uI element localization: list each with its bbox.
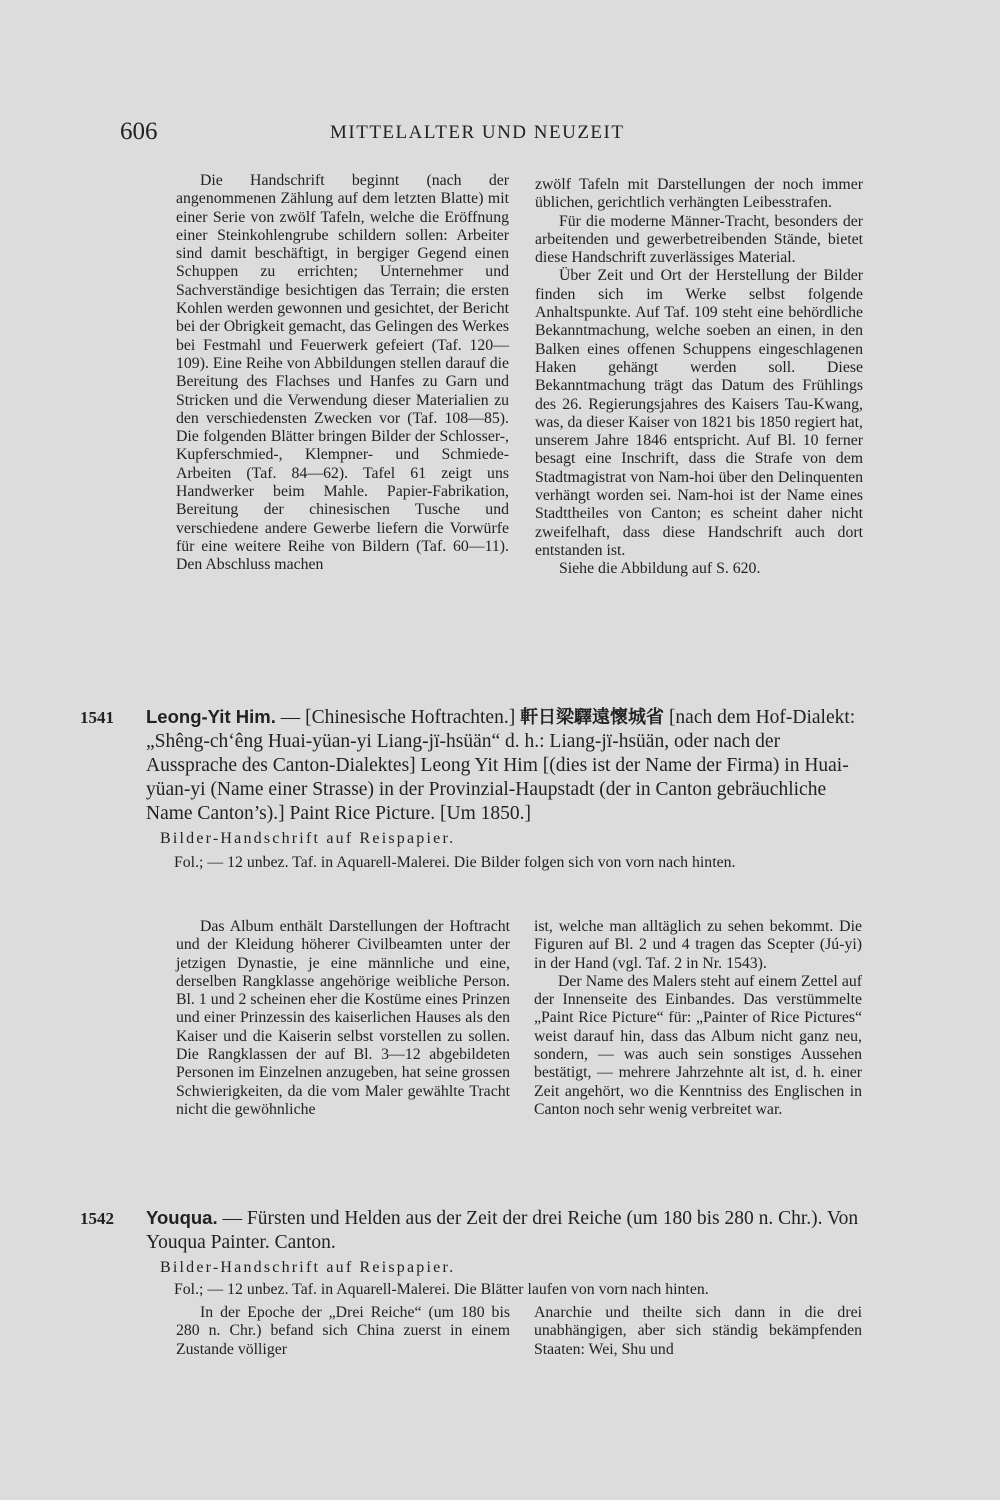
entry-physical-description: Fol.; — 12 unbez. Taf. in Aquarell-Malerei. Die Bilder folgen sich von vorn nach hinten. (174, 854, 736, 871)
entry-title: — [Chinesische Hoftrachten.] (275, 707, 521, 728)
entry-heading (80, 1206, 870, 1255)
catalog-entry-1542 (80, 1206, 870, 1299)
paragraph: Anarchie und theilte sich dann in die drei unabhängigen, aber sich ständig bekämpfenden Staaten: Wei, Shu und (534, 1304, 862, 1358)
entry-author: Youqua. (146, 1207, 218, 1228)
entry-author: Leong-Yit Him. (146, 706, 276, 727)
entry-number: 1541 (80, 708, 114, 727)
paragraph: Über Zeit und Ort der Herstellung der Bilder finden sich im Werke selbst folgende Anhaltspunkte. Auf Taf. 109 steht eine behördliche Bekanntmachung, welche soeben an einen, in den Balken eines offenen Schuppens eingeschlagenen Haken gehängt werden soll. Diese Bekanntmachung trägt das Datum des Frühlings des 26. Regierungsjahres des Kaisers Tau-Kwang, was, da dieser Kaiser von 1821 bis 1850 regiert hat, unserem Jahre 1846 entspricht. Auf Bl. 10 ferner besagt eine Inschrift, dass die Strafe von dem Stadtmagistrat von Nam-hoi über den Delinquenten verhängt worden sei. Nam-hoi ist der Name eines Stadttheiles von Canton; es scheint daher nicht zweifelhaft, dass diese Handschrift auch dort entstanden ist. (535, 267, 863, 559)
page-number: 606 (120, 118, 158, 145)
paragraph: Das Album enthält Darstellungen der Hoftracht und der Kleidung höherer Civilbeamten unter der jetzigen Dynastie, je eine männliche und eine, derselben Rangklasse angehörige weibliche Person. Bl. 1 und 2 scheinen eher die Kostüme eines Prinzen und einer Prinzessin des kaiserlichen Hauses als den Kaiser und die Kaiserin selbst vorstellen zu sollen. Die Rangklassen der auf Bl. 3—12 abgebildeten Personen im Einzelnen anzugeben, hat seine grossen Schwierigkeiten, da die vom Maler gewählte Tracht nicht die gewöhnliche (176, 918, 510, 1118)
paragraph: zwölf Tafeln mit Darstellungen der noch immer üblichen, gerichtlich verhängten Leibesstrafen. (535, 176, 863, 212)
entry-number: 1542 (80, 1209, 114, 1228)
entry-1542-left-column (176, 1304, 510, 1359)
entry-type: Bilder-Handschrift auf Reispapier. (160, 830, 456, 847)
paragraph: Der Name des Malers steht auf einem Zettel auf der Innenseite des Einbandes. Das verstümmelte „Paint Rice Picture“ für: „Painter of Rice Pictures“ weist darauf hin, dass das Album nicht ganz neu, sondern, — was auch sein sonstiges Aussehen bestätigt, — mehrere Jahrzehnte alt ist, d. h. einer Zeit angehört, wo die Kenntniss des Englischen in Canton noch sehr wenig verbreitet war. (534, 972, 862, 1118)
entry-heading (80, 705, 870, 826)
chinese-title: 軒日梁驛遠懷城省 (520, 707, 665, 728)
paragraph: In der Epoche der „Drei Reiche“ (um 180 bis 280 n. Chr.) befand sich China zuerst in einem Zustande völliger (176, 1304, 510, 1358)
entry-title: — Fürsten und Helden aus der Zeit der drei Reiche (um 180 bis 280 n. Chr.). Von Youqua Painter. Canton. (146, 1208, 859, 1253)
entry-1542-right-column (534, 1304, 862, 1359)
entry-title-continued: [nach dem Hof-Dialekt: „Shêng-ch‘êng Huai-yüan-yi Liang-jï-hsüän“ d. h.: Liang-jï-hsüän, oder nach der Aussprache des Canton-Dialektes] Leong Yit Him [(dies ist der Name der Firma) in Huai-yüan-yi (Name einer Strasse) in der Provinzial-Haupstadt (der in Canton gebräuchliche Name Canton’s).] Paint Rice Picture. [Um 1850.] (146, 707, 856, 824)
entry-1541-left-column (176, 918, 510, 1119)
entry-1541-right-column (534, 918, 862, 1119)
entry-type: Bilder-Handschrift auf Reispapier. (160, 1259, 456, 1276)
top-left-column (176, 172, 509, 575)
running-title: MITTELALTER UND NEUZEIT (330, 122, 625, 143)
top-right-column (535, 176, 863, 579)
paragraph: Die Handschrift beginnt (nach der angenommenen Zählung auf dem letzten Blatte) mit einer Serie von zwölf Tafeln, welche die Eröffnung einer Steinkohlengrube schildern sollen: Arbeiter sind damit beschäftigt, in bergiger Gegend einen Schuppen zu errichten; Unternehmer und Sachverständige besichtigen das Terrain; die ersten Kohlen werden gewonnen und gesichtet, der Bericht bei der Obrigkeit gemacht, das Gelingen des Werkes bei Festmahl und Feuerwerk gefeiert (Taf. 120—109). Eine Reihe von Abbildungen stellen darauf die Bereitung des Flachses und Hanfes zu Garn und Stricken und die Verwendung dieser Materialien zu den verschiedensten Zwecken vor (Taf. 108—85). Die folgenden Blätter bringen Bilder der Schlosser-, Kupferschmied-, Klempner- und Schmiede-Arbeiten (Taf. 84—62). Tafel 61 zeigt uns Handwerker beim Mahle. Papier-Fabrikation, Bereitung der chinesischen Tusche und verschiedene andere Gewerbe liefern die Vorwürfe für eine weitere Reihe von Bildern (Taf. 60—11). Den Abschluss machen (176, 172, 509, 574)
catalog-entry-1541 (80, 705, 870, 871)
paragraph: ist, welche man alltäglich zu sehen bekommt. Die Figuren auf Bl. 2 und 4 tragen das Scepter (Jú-yi) in der Hand (vgl. Taf. 2 in Nr. 1543). (534, 918, 862, 972)
entry-physical-description: Fol.; — 12 unbez. Taf. in Aquarell-Malerei. Die Blätter laufen von vorn nach hinten. (174, 1281, 709, 1298)
paragraph: Für die moderne Männer-Tracht, besonders der arbeitenden und gewerbetreibenden Stände, bietet diese Handschrift zuverlässiges Material. (535, 212, 863, 267)
paragraph: Siehe die Abbildung auf S. 620. (559, 560, 761, 578)
